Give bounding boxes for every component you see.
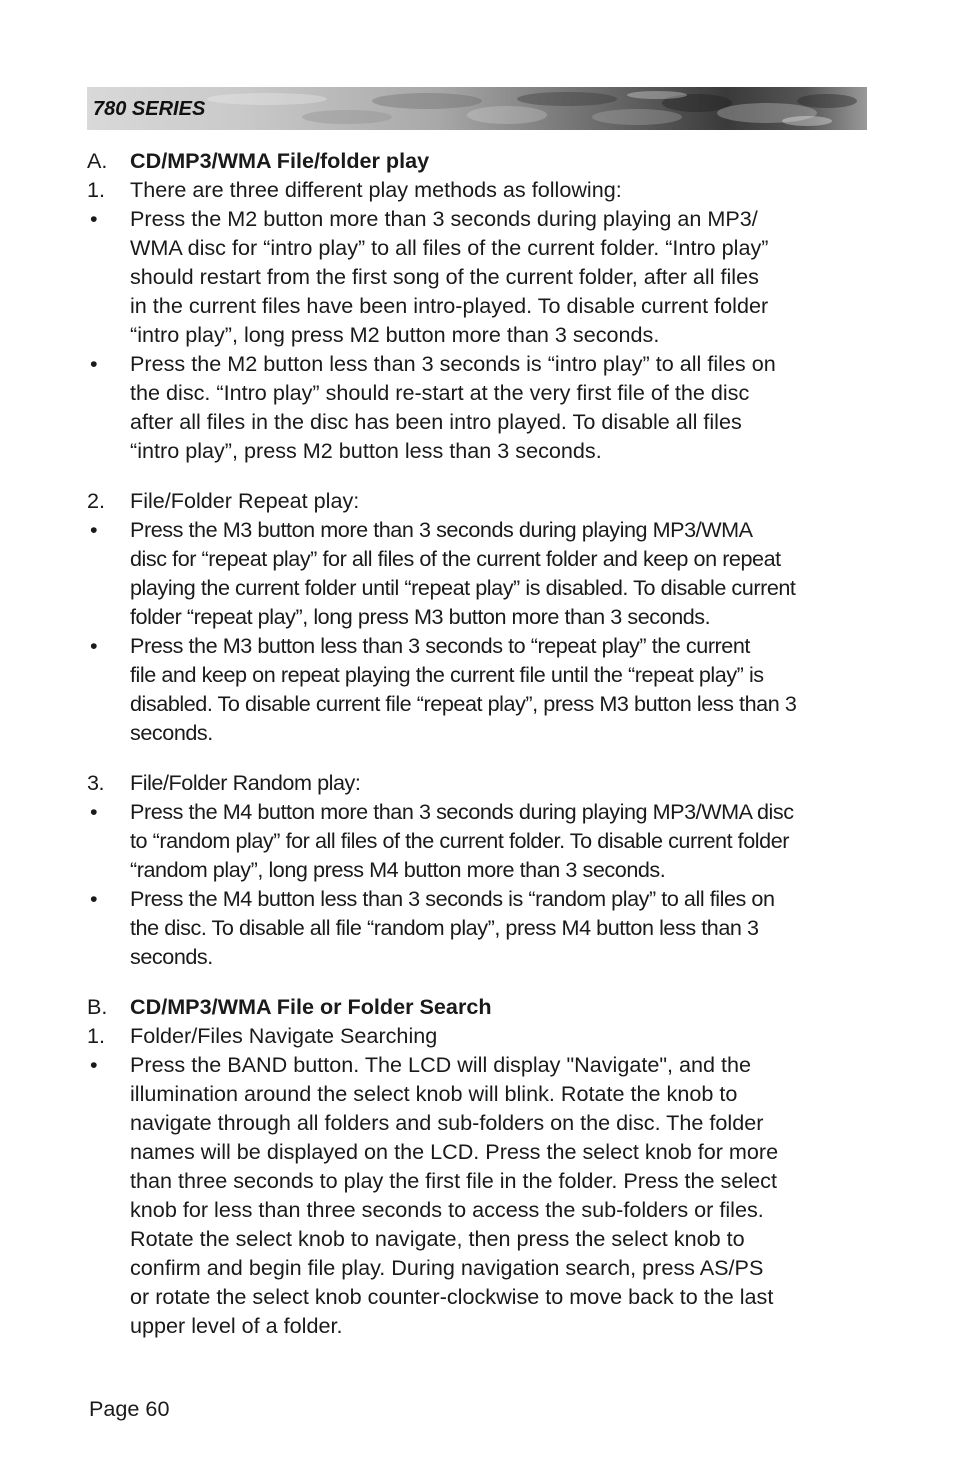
- item-text: There are three different play methods as following:: [130, 177, 622, 202]
- text-line: “intro play”, long press M2 button more than 3 seconds.: [130, 322, 660, 347]
- section-a-heading: [87, 146, 862, 175]
- text-line: Press the M2 button more than 3 seconds during playing an MP3/: [130, 206, 758, 231]
- numbered-item: [87, 175, 862, 204]
- bullet-marker: •: [90, 886, 98, 911]
- text-line: navigate through all folders and sub-folders on the disc. The folder: [130, 1110, 764, 1135]
- numbered-item: [87, 1021, 862, 1050]
- text-line: to “random play” for all files of the current folder. To disable current folder: [130, 828, 789, 853]
- text-line: Press the M3 button less than 3 seconds to “repeat play” the current: [130, 633, 750, 658]
- bullet-text: [130, 631, 862, 747]
- bullet-item: [87, 349, 862, 465]
- text-line: upper level of a folder.: [130, 1313, 343, 1338]
- bullet-marker: •: [90, 206, 98, 231]
- bullet-text: [130, 1050, 862, 1340]
- bullet-item: [87, 1050, 862, 1340]
- text-line: than three seconds to play the first file in the folder. Press the select: [130, 1168, 777, 1193]
- text-line: Press the M2 button less than 3 seconds is “intro play” to all files on: [130, 351, 776, 376]
- bullet-item: [87, 631, 862, 747]
- section-marker: A.: [87, 148, 108, 173]
- bullet-item: [87, 797, 862, 884]
- section-title: CD/MP3/WMA File/folder play: [130, 148, 430, 173]
- text-line: playing the current folder until “repeat play” is disabled. To disable current: [130, 575, 796, 600]
- text-line: confirm and begin file play. During navigation search, press AS/PS: [130, 1255, 764, 1280]
- text-line: illumination around the select knob will blink. Rotate the knob to: [130, 1081, 738, 1106]
- bullet-item: [87, 515, 862, 631]
- text-line: “random play”, long press M4 button more than 3 seconds.: [130, 857, 666, 882]
- bullet-marker: •: [90, 633, 98, 658]
- numbered-item: [87, 486, 862, 515]
- spacer: [87, 465, 862, 486]
- section-title: CD/MP3/WMA File or Folder Search: [130, 994, 492, 1019]
- text-line: “intro play”, press M2 button less than 3 seconds.: [130, 438, 602, 463]
- text-line: the disc. To disable all file “random play”, press M4 button less than 3: [130, 915, 759, 940]
- bullet-marker: •: [90, 351, 98, 376]
- bullet-text: [130, 515, 862, 631]
- text-line: seconds.: [130, 944, 213, 969]
- item-text: File/Folder Repeat play:: [130, 488, 360, 513]
- text-line: disabled. To disable current file “repeat play”, press M3 button less than 3: [130, 691, 797, 716]
- section-marker: B.: [87, 994, 108, 1019]
- text-line: disc for “repeat play” for all files of the current folder and keep on repeat: [130, 546, 781, 571]
- text-line: Press the M3 button more than 3 seconds during playing MP3/WMA: [130, 517, 753, 542]
- text-line: file and keep on repeat playing the current file until the “repeat play” is: [130, 662, 764, 687]
- spacer: [87, 971, 862, 992]
- text-line: should restart from the first song of the current folder, after all files: [130, 264, 759, 289]
- bullet-item: [87, 204, 862, 349]
- spacer: [87, 747, 862, 768]
- text-line: Rotate the select knob to navigate, then press the select knob to: [130, 1226, 745, 1251]
- bullet-text: [130, 204, 862, 349]
- text-line: WMA disc for “intro play” to all files of the current folder. “Intro play”: [130, 235, 769, 260]
- item-number: 1.: [87, 177, 106, 202]
- text-line: folder “repeat play”, long press M3 button more than 3 seconds.: [130, 604, 711, 629]
- item-text: File/Folder Random play:: [130, 770, 361, 795]
- bullet-item: [87, 884, 862, 971]
- page-number: Page 60: [89, 1396, 170, 1421]
- bullet-text: [130, 797, 862, 884]
- bullet-marker: •: [90, 517, 98, 542]
- header-banner: [87, 87, 867, 130]
- series-title: 780 SERIES: [93, 98, 206, 120]
- text-line: seconds.: [130, 720, 213, 745]
- bullet-text: [130, 884, 862, 971]
- manual-content: [87, 146, 862, 1340]
- text-line: names will be displayed on the LCD. Press the select knob for more: [130, 1139, 779, 1164]
- text-line: or rotate the select knob counter-clockwise to move back to the last: [130, 1284, 774, 1309]
- text-line: in the current files have been intro-played. To disable current folder: [130, 293, 769, 318]
- text-line: knob for less than three seconds to access the sub-folders or files.: [130, 1197, 764, 1222]
- item-number: 3.: [87, 770, 105, 795]
- text-line: the disc. “Intro play” should re-start at the very first file of the disc: [130, 380, 750, 405]
- bullet-text: [130, 349, 862, 465]
- item-number: 1.: [87, 1023, 106, 1048]
- bullet-marker: •: [90, 799, 98, 824]
- numbered-item: [87, 768, 862, 797]
- item-text: Folder/Files Navigate Searching: [130, 1023, 438, 1048]
- text-line: after all files in the disc has been intro played. To disable all files: [130, 409, 742, 434]
- text-line: Press the M4 button less than 3 seconds is “random play” to all files on: [130, 886, 775, 911]
- text-line: Press the BAND button. The LCD will display "Navigate", and the: [130, 1052, 752, 1077]
- item-number: 2.: [87, 488, 106, 513]
- bullet-marker: •: [90, 1052, 98, 1077]
- text-line: Press the M4 button more than 3 seconds during playing MP3/WMA disc: [130, 799, 794, 824]
- section-b-heading: [87, 992, 862, 1021]
